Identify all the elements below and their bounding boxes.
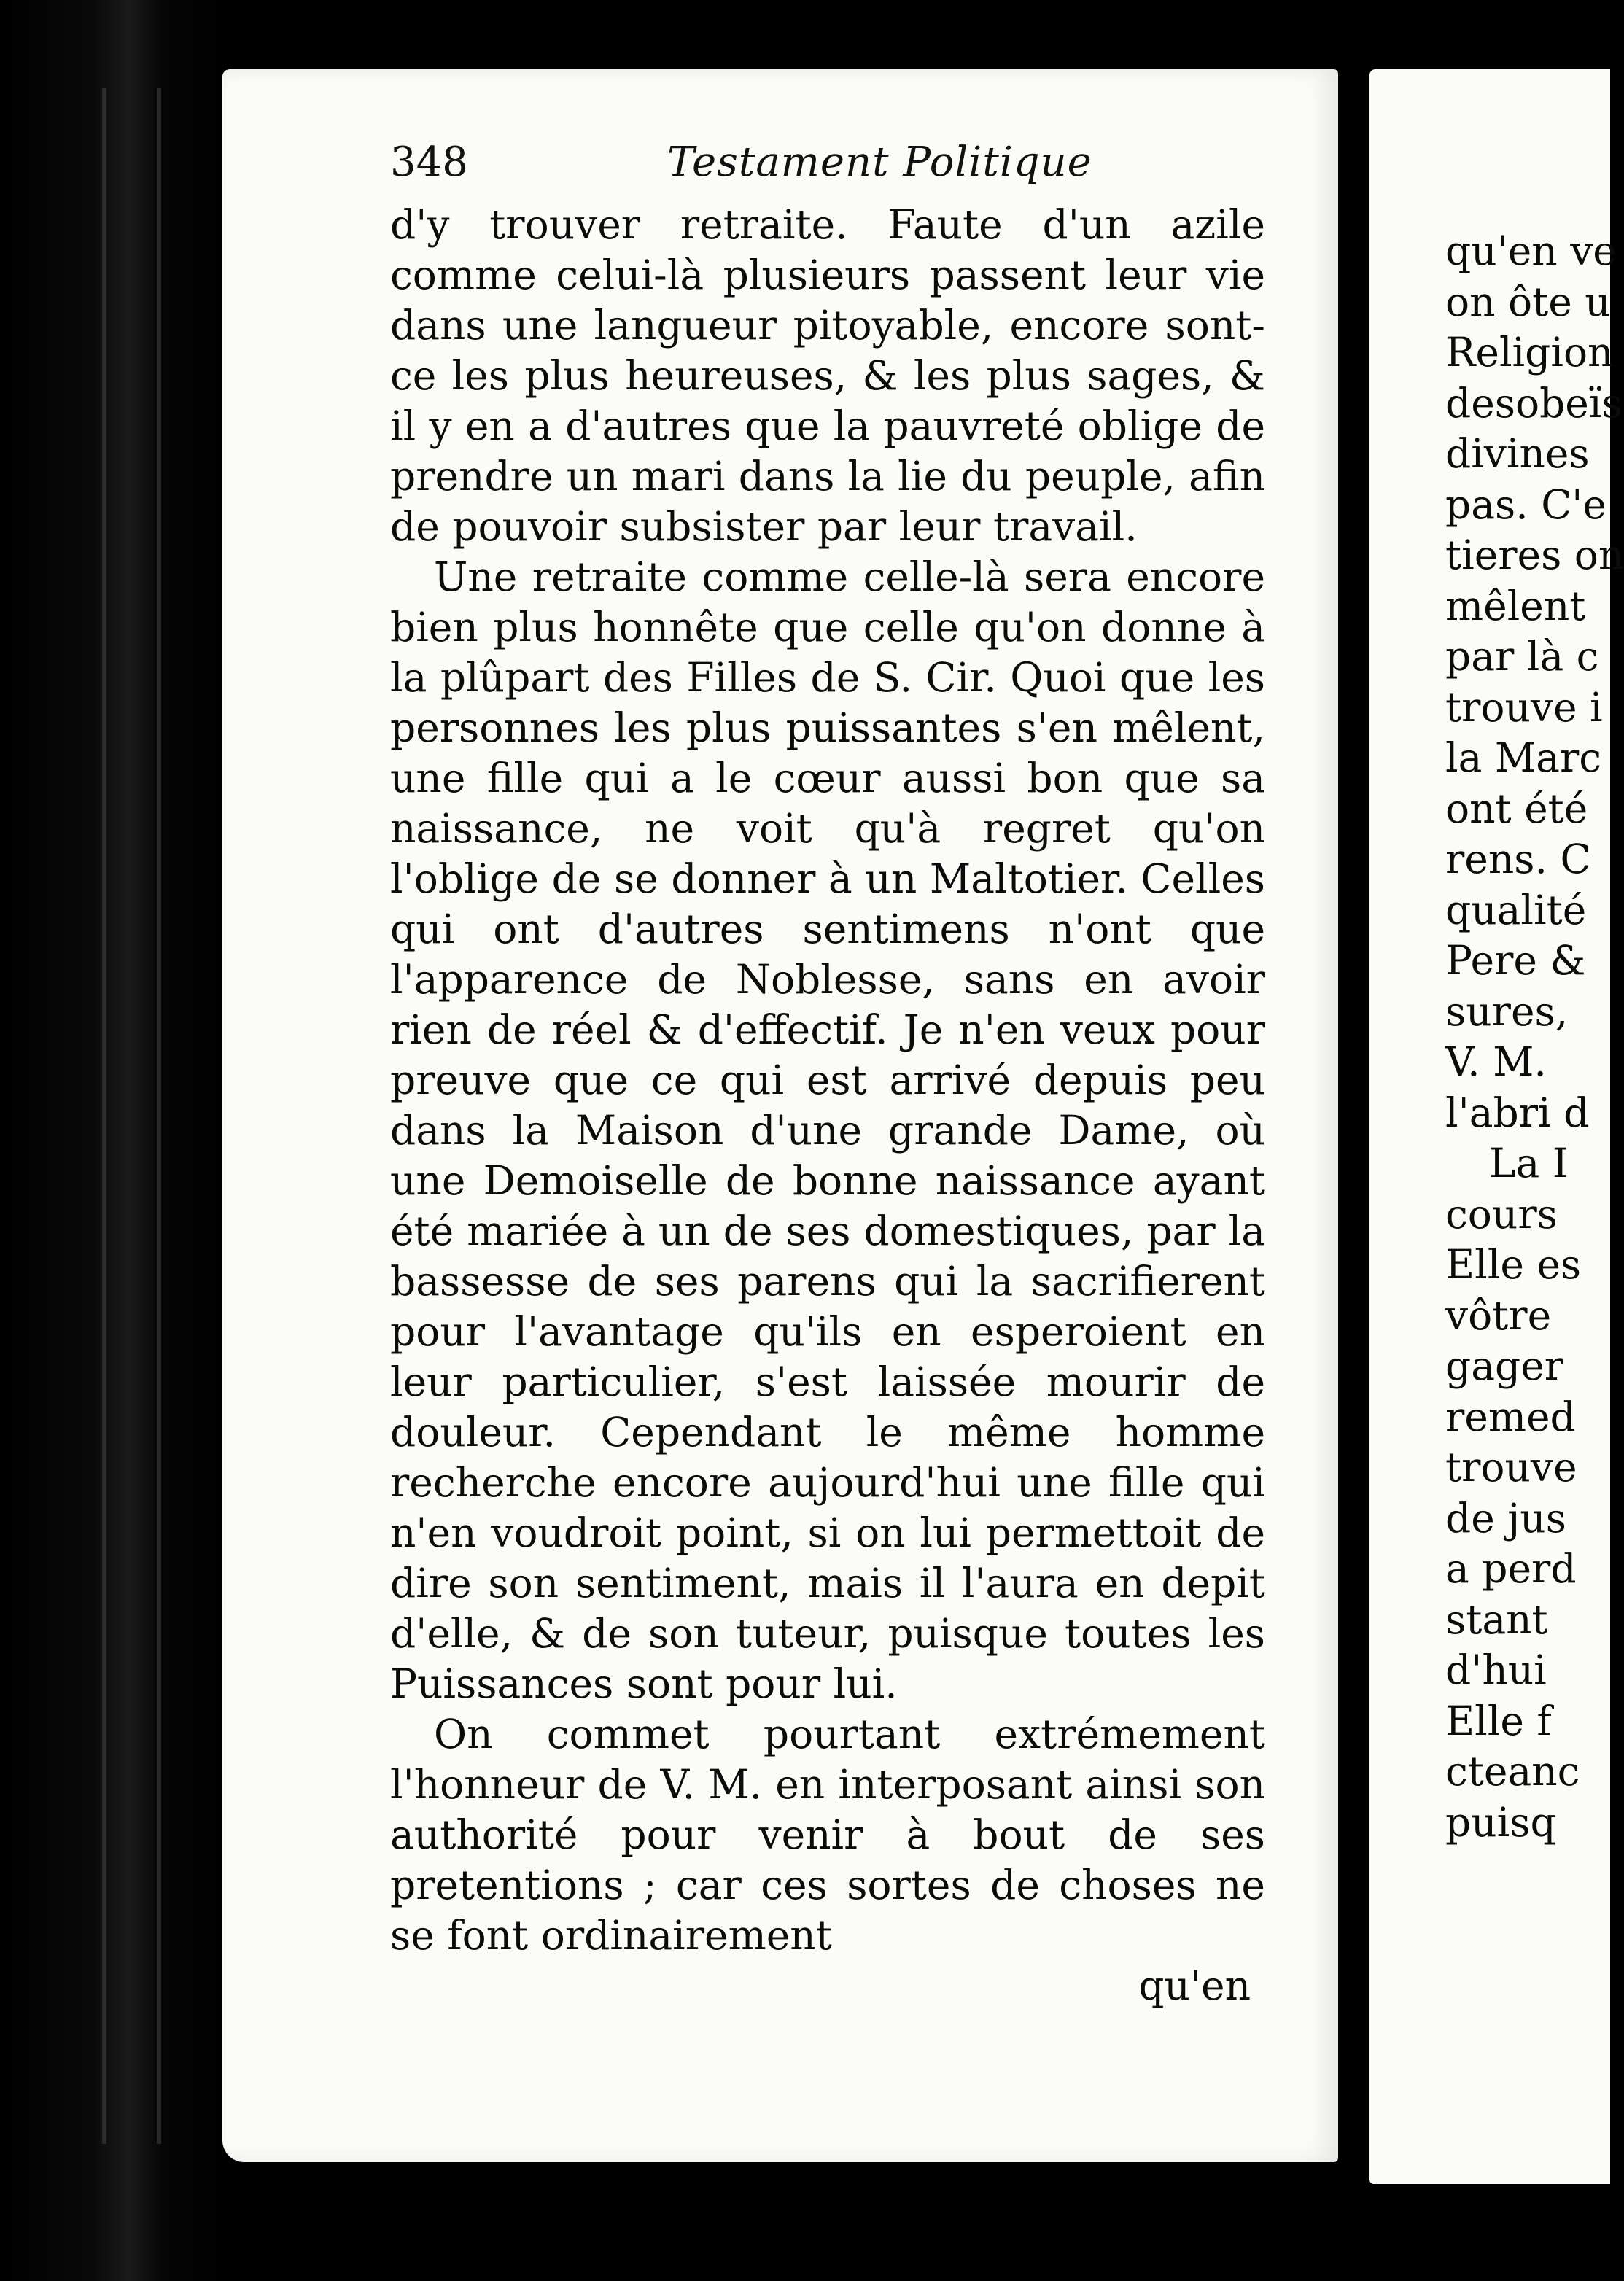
- right-page-line: pas. C'e: [1445, 481, 1606, 528]
- paragraph: d'y trouver retraite. Faute d'un azile comme celui-là plusieurs passent leur vie dans une langueur pitoyable, encore sont-ce les plus heureuses, & les plus sages, & il y en a d'autres que la pauvreté oblige de prendre un mari dans la lie du peuple, afin de pouvoir subsister par leur travail.: [390, 201, 1265, 550]
- right-page-line: de jus: [1445, 1494, 1566, 1542]
- right-page-line: vôtre: [1445, 1291, 1552, 1339]
- right-page-line: V. M.: [1445, 1038, 1547, 1085]
- right-page-line: ont été: [1445, 785, 1588, 832]
- right-page-line: gager: [1445, 1342, 1564, 1389]
- right-page-line: Elle f: [1445, 1697, 1552, 1744]
- right-page-line: La I: [1489, 1140, 1569, 1186]
- right-page-line: qualité: [1445, 886, 1587, 933]
- spine-edge-line: [157, 88, 161, 2144]
- right-page-line: Religion: [1445, 329, 1614, 376]
- running-head: [390, 139, 1265, 200]
- right-page-line: l'abri d: [1445, 1089, 1590, 1136]
- right-page-line: trouve i: [1445, 683, 1603, 731]
- running-title: Testament Politique: [667, 139, 1092, 186]
- right-page-line: Elle es: [1445, 1241, 1582, 1288]
- book-spine: [0, 0, 233, 2281]
- right-page-line: sures,: [1445, 987, 1569, 1035]
- right-page-line: trouve: [1445, 1444, 1577, 1491]
- right-page-line: tieres on: [1445, 532, 1624, 578]
- page-gutter: [1338, 69, 1369, 2184]
- right-page-line: mêlent: [1445, 582, 1586, 629]
- right-page-line: remed: [1445, 1393, 1576, 1440]
- right-page-line: la Marc: [1445, 734, 1602, 781]
- right-page-line: qu'en ve: [1445, 228, 1617, 274]
- spine-edge-line: [102, 88, 106, 2144]
- right-page-line: a perd: [1445, 1545, 1577, 1592]
- catchword: qu'en: [1138, 1962, 1251, 2009]
- right-page-line: divines: [1445, 430, 1590, 477]
- body-text: [390, 200, 1265, 1961]
- right-page-line: puisq: [1445, 1798, 1556, 1846]
- right-page-line: stant: [1445, 1596, 1548, 1643]
- right-page-line: d'hui: [1445, 1647, 1547, 1693]
- paragraph: On commet pourtant extrémement l'honneur de V. M. en interposant ainsi son authorité pour venir à bout de ses pretentions ; car ces sortes de choses ne se font ordinairement: [390, 1711, 1265, 1959]
- paragraph: Une retraite comme celle-là sera encore bien plus honnête que celle qu'on donne à la plûpart des Filles de S. Cir. Quoi que les personnes les plus puissantes s'en mêlent, une fille qui a le cœur aussi bon que sa naissance, ne voit qu'à regret qu'on l'oblige de se donner à un Maltotier. Celles qui ont d'autres sentimens n'ont que l'apparence de Noblesse, sans en avoir rien de réel & d'effectif. Je n'en veux pour preuve que ce qui est arrivé depuis peu dans la Maison d'une grande Dame, où une Demoiselle de bonne naissance ayant été mariée à un de ses domestiques, par la bassesse de ses parens qui la sacrifierent pour l'avantage qu'ils en esperoient en leur particulier, s'est laissée mourir de douleur. Cependant le même homme recherche encore aujourd'hui une fille qui n'en voudroit point, si on lui permettoit de dire son sentiment, mais il l'aura en depit d'elle, & de son tuteur, puisque toutes les Puissances sont pour lui.: [390, 553, 1265, 1707]
- left-page-text-block: [390, 139, 1265, 2011]
- right-page-line: cours: [1445, 1190, 1558, 1237]
- right-page-text-fragment: [1445, 226, 1624, 1848]
- right-page-line: desobeïs: [1445, 379, 1623, 427]
- right-page-line: par là c: [1445, 633, 1599, 680]
- right-page-line: cteanc: [1445, 1748, 1580, 1795]
- right-page-line: Pere &: [1445, 937, 1586, 984]
- right-page-line: on ôte u: [1445, 278, 1611, 325]
- right-page-line: rens. C: [1445, 836, 1591, 882]
- page-number: 348: [390, 139, 468, 186]
